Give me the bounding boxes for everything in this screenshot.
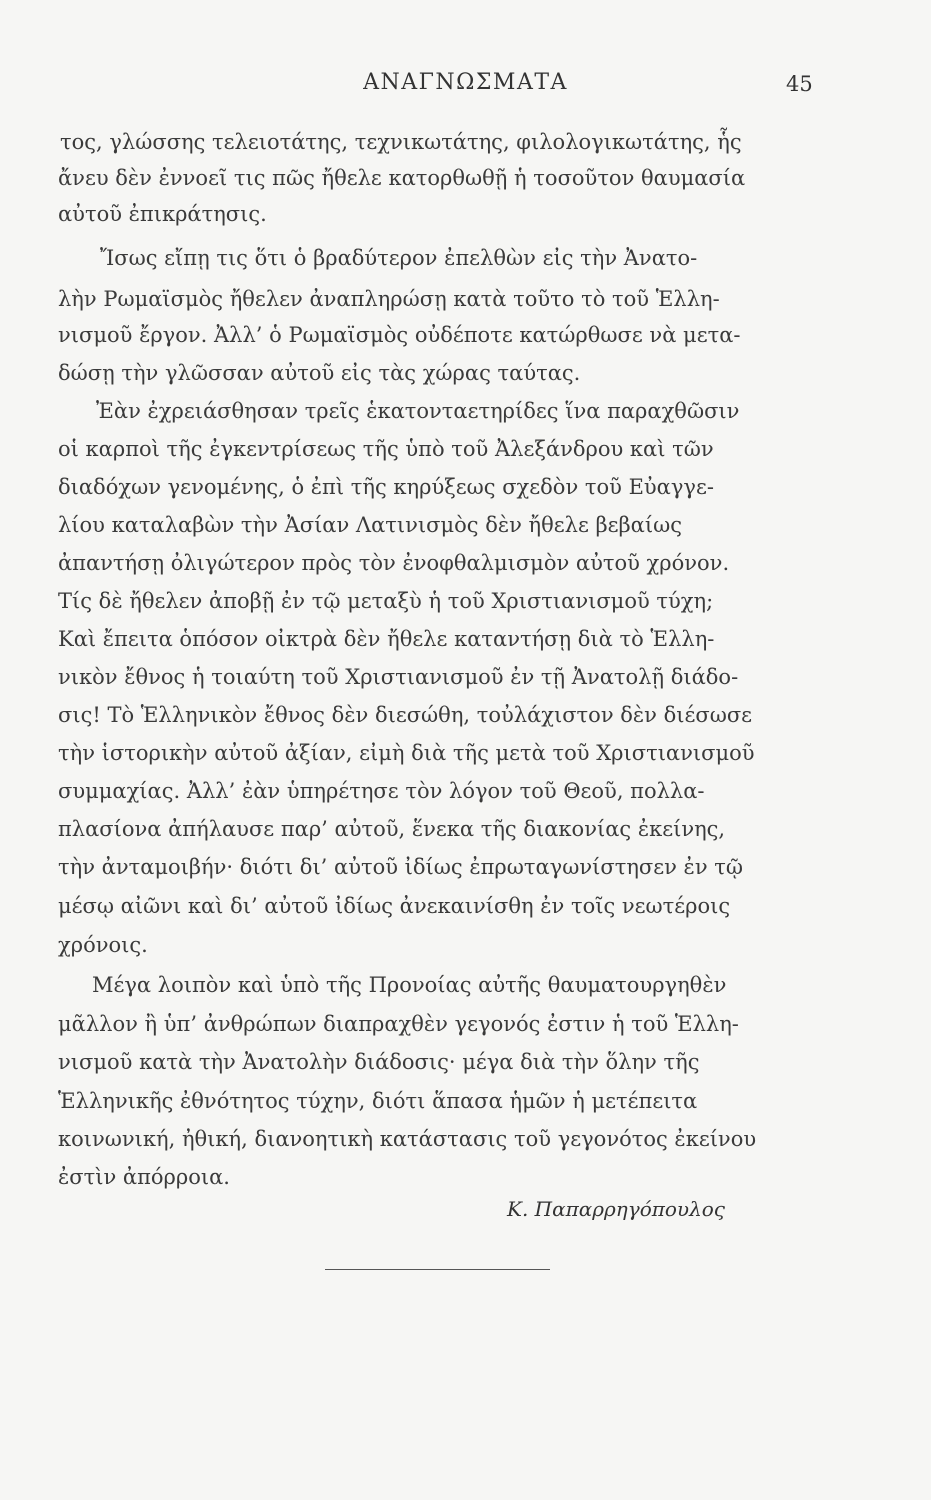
running-header-title: ΑΝΑΓΝΩΣΜΑΤΑ (363, 70, 568, 95)
text-line: σις! Τὸ Ἑλληνικὸν ἔθνος δὲν διεσώθη, τοὐλάχιστον δὲν διέσωσε (58, 703, 753, 727)
text-line: νικὸν ἔθνος ἡ τοιαύτη τοῦ Χριστιανισμοῦ ἐν τῇ Ἀνατολῇ διάδο- (58, 665, 739, 689)
text-line: ἀπαντήσῃ ὀλιγώτερον πρὸς τὸν ἐνοφθαλμισμὸν αὐτοῦ χρόνον. (58, 551, 730, 575)
text-line: διαδόχων γενομένης, ὁ ἐπὶ τῆς κηρύξεως σχεδὸν τοῦ Εὐαγγε- (58, 475, 714, 499)
text-line: Μέγα λοιπὸν καὶ ὑπὸ τῆς Προνοίας αὐτῆς θαυματουργηθὲν (92, 973, 727, 997)
text-line: τος, γλώσσης τελειοτάτης, τεχνικωτάτης, φιλολογικωτάτης, ἧς (60, 130, 742, 154)
text-line: μᾶλλον ἢ ὑπ’ ἀνθρώπων διαπραχθὲν γεγονός ἐστιν ἡ τοῦ Ἑλλη- (58, 1012, 739, 1036)
text-line: νισμοῦ ἔργον. Ἀλλ’ ὁ Ρωμαϊσμὸς οὐδέποτε κατώρθωσε νὰ μετα- (58, 323, 741, 347)
text-line: Ἴσως εἴπῃ τις ὅτι ὁ βραδύτερον ἐπελθὼν εἰς τὴν Ἀνατο- (100, 246, 698, 270)
text-line: ἐστὶν ἀπόρροια. (58, 1165, 230, 1189)
author-signature: Κ. Παπαρρηγόπουλος (507, 1197, 726, 1221)
text-line: κοινωνική, ἠθική, διανοητικὴ κατάστασις τοῦ γεγονότος ἐκείνου (58, 1127, 757, 1151)
text-line: λίου καταλαβὼν τὴν Ἀσίαν Λατινισμὸς δὲν ἤθελε βεβαίως (58, 513, 682, 537)
text-line: οἱ καρποὶ τῆς ἐγκεντρίσεως τῆς ὑπὸ τοῦ Ἀλεξάνδρου καὶ τῶν (58, 437, 714, 461)
page-number: 45 (786, 72, 813, 96)
divider-rule (325, 1269, 550, 1270)
text-line: χρόνοις. (58, 933, 148, 957)
text-line: νισμοῦ κατὰ τὴν Ἀνατολὴν διάδοσις· μέγα διὰ τὴν ὅλην τῆς (58, 1050, 700, 1074)
text-line: Ἑλληνικῆς ἐθνότητος τύχην, διότι ἅπασα ἡμῶν ἡ μετέπειτα (58, 1089, 698, 1113)
text-line: Τίς δὲ ἤθελεν ἀποβῇ ἐν τῷ μεταξὺ ἡ τοῦ Χριστιανισμοῦ τύχη; (58, 589, 714, 613)
text-line: αὐτοῦ ἐπικράτησις. (58, 202, 267, 226)
text-line: μέσῳ αἰῶνι καὶ δι’ αὐτοῦ ἰδίως ἀνεκαινίσθη ἐν τοῖς νεωτέροις (58, 894, 731, 918)
text-line: Ἐὰν ἐχρειάσθησαν τρεῖς ἑκατονταετηρίδες ἵνα παραχθῶσιν (96, 399, 740, 423)
text-line: Καὶ ἔπειτα ὁπόσον οἰκτρὰ δὲν ἤθελε καταντήσῃ διὰ τὸ Ἑλλη- (58, 627, 715, 651)
text-line: τὴν ἀνταμοιβήν· διότι δι’ αὐτοῦ ἰδίως ἐπρωταγωνίστησεν ἐν τῷ (58, 855, 744, 879)
text-line: τὴν ἱστορικὴν αὐτοῦ ἀξίαν, εἰμὴ διὰ τῆς μετὰ τοῦ Χριστιανισμοῦ (58, 741, 755, 765)
text-line: λὴν Ρωμαϊσμὸς ἤθελεν ἀναπληρώσῃ κατὰ τοῦτο τὸ τοῦ Ἑλλη- (58, 287, 720, 311)
text-line: ἄνευ δὲν ἐννοεῖ τις πῶς ἤθελε κατορθωθῇ ἡ τοσοῦτον θαυμασία (58, 166, 746, 190)
text-line: συμμαχίας. Ἀλλ’ ἐὰν ὑπηρέτησε τὸν λόγον τοῦ Θεοῦ, πολλα- (58, 779, 705, 803)
text-line: δώσῃ τὴν γλῶσσαν αὐτοῦ εἰς τὰς χώρας ταύτας. (58, 361, 581, 385)
text-line: πλασίονα ἀπήλαυσε παρ’ αὐτοῦ, ἕνεκα τῆς διακονίας ἐκείνης, (58, 817, 726, 841)
